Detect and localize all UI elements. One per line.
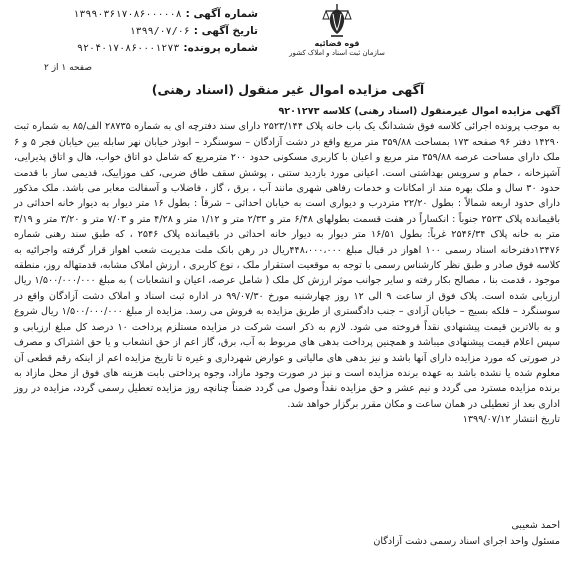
notice-meta	[8, 6, 258, 57]
signatory-role: مسئول واحد اجرای اسناد رسمی دشت آزادگان	[373, 536, 560, 547]
notice-subject: آگهی مزایده اموال غیرمنقول (اسناد رهنی) کلاسه ۹۲۰۱۲۷۳	[278, 106, 560, 117]
judiciary-emblem-icon	[322, 2, 352, 38]
notice-date-label: تاریخ آگهی :	[193, 25, 258, 37]
case-number: ۹۲۰۴۰۱۷۰۸۶۰۰۰۱۲۷۳	[77, 43, 180, 54]
notice-paragraph: به موجب پرونده اجرائی کلاسه فوق ششدانگ یک باب خانه پلاک ۲۵۲۳/۱۴۴ دارای سند دفترچه ای به شماره ۲۸۷۳۵ الف/۸۵ به شماره ثبت ۱۴۲۹۰ دفتر ۹۶ صفحه ۱۷۳ بمساحت ۳۵۹/۸۸ متر مربع واقع در دشت آزادگان – سوسنگرد – ابوذر خیابان نهر سابله بین خیابان فجر ۵ و ۶ ملک دارای مساحت عرصه ۳۵۹/۸۸ متر مربع و اعیان با کاربری مسکونی حدود ۲۰۰ مترمربع که شامل دو اتاق خواب، هال و اتاق پذیرایی، آشپزخانه ، حمام و سرویس بهداشتی است. اعیانی مورد بازدید ستنی ، پوشش سقف طاق ضربی، کف موزاییک، قدیمی ساز با قدمت حدود ۳۰ سال و ملک بهره مند از امکانات و خدمات رفاهی شهری مانند آب ، برق ، گاز ، فاضلاب و آسفالت معابر می باشد. ملک مذکور دارای حدود اربعه شمالاً : بطول ۲۲/۲۰ متردرب و دیواری است به خیابان احداثی – شرقاً : بطول ۱۶ متر دیوار به دیوار خانه احداثی در باقیمانده پلاک ۲۵۲۳ جنوباً : انکساراً در هفت قسمت بطولهای ۶/۴۸ متر و ۲/۳۳ متر و ۱/۱۲ متر و ۴/۲۸ متر و ۷/۰۳ متر و ۳/۲۰ متر و ۳/۱۹ متر به خانه پلاک ۲۵۴۶/۳۴ غرباً: بطول ۱۶/۵۱ متر دیوار به دیوار خانه احداثی در باقیمانده پلاک ۲۵۴۶ ، که طبق سند رهنی شماره ۱۳۴۷۶دفترخانه اسناد رسمی ۱۰۰ اهواز در قبال مبلغ ۴۴۸،۰۰۰،۰۰۰ریال در رهن بانک ملت مدیریت شعب اهواز قرار گرفته واجرائیه به کلاسه فوق صادر و طبق نظر کارشناس رسمی با توجه به موقعیت استقرار ملک ، نوع کاربری ، ارزش املاک مشابه، قدمتهاله روز، منطقه موجود ، قدمت بنا ، مصالح بکار رفته و سایر جوانب موثر ارزش کل ملک ( شامل عرصه، اعیان و انشعابات ) به مبلغ ۱/۵۰۰/۰۰۰/۰۰۰ ریال ارزیابی شده است. پلاک فوق از ساعت ۹ الی ۱۲ روز چهارشنبه مورخ ۹۹/۰۷/۳۰ در اداره ثبت اسناد و املاک دشت آزادگان واقع در سوسنگرد – فلکه بسیج – خیابان آزادی – جنب دادگستری از طریق مزایده به فروش می رسد. مزایده از مبلغ ۱/۵۰۰/۰۰۰/۰۰۰ ریال شروع و به بالاترین قیمت پیشنهادی نقداً فروخته می شود. لازم به ذکر است شرکت در مزایده مستلزم پرداخت ۱۰ درصد کل مبلغ ارزیابی و سپس اعلام قیمت پیشنهادی میباشد و همچنین پرداخت بدهی های مربوط به آب، برق، گاز اعم از حق انشعاب و یا حق اشتراک و مصرف در صورتی که مورد مزایده دارای آنها باشد و نیز بدهی های مالیاتی و عوارض شهرداری و غیره تا تاریخ مزایده اعم از اینکه رقم قطعی آن معلوم شده یا نشده باشد به عهده برنده مزایده است و نیز در صورت وجود مازاد، وجوه پرداختی بابت هزینه های فوق از محل مازاد به برنده مزایده مسترد می گردد و نیم عشر و حق مزایده نقداً وصول می گردد ضمناً چنانچه روز مزایده تعطیل رسمی گردد، مزایده در روز اداری بعد از تعطیلی در همان ساعت و مکان مقرر برگزار خواهد شد.	[14, 121, 561, 410]
case-number-row	[8, 40, 258, 57]
case-number-label: شماره پرونده:	[183, 42, 258, 54]
publish-date: تاریخ انتشار ۱۳۹۹/۰۷/۱۲	[462, 414, 560, 426]
page-indicator: صفحه ۱ از ۲	[44, 63, 92, 73]
organization-label: سازمان ثبت اسناد و املاک کشور	[289, 49, 385, 57]
page-title: آگهی مزایده اموال غیر منقول (اسناد رهنی)	[151, 82, 425, 97]
signatory-name: احمد شعیبی	[511, 520, 560, 531]
judiciary-header	[282, 2, 392, 57]
notice-number: ۱۳۹۹۰۳۶۱۷۰۸۶۰۰۰۰۰۸	[73, 9, 182, 20]
notice-number-label: شماره آگهی :	[185, 8, 258, 20]
notice-date-row	[8, 23, 258, 40]
judiciary-label: قوه قضائیه	[314, 39, 360, 48]
signature-block	[14, 518, 560, 550]
notice-date: ۱۳۹۹/۰۷/۰۶	[129, 26, 190, 37]
notice-number-row	[8, 6, 258, 23]
notice-body	[14, 104, 560, 428]
